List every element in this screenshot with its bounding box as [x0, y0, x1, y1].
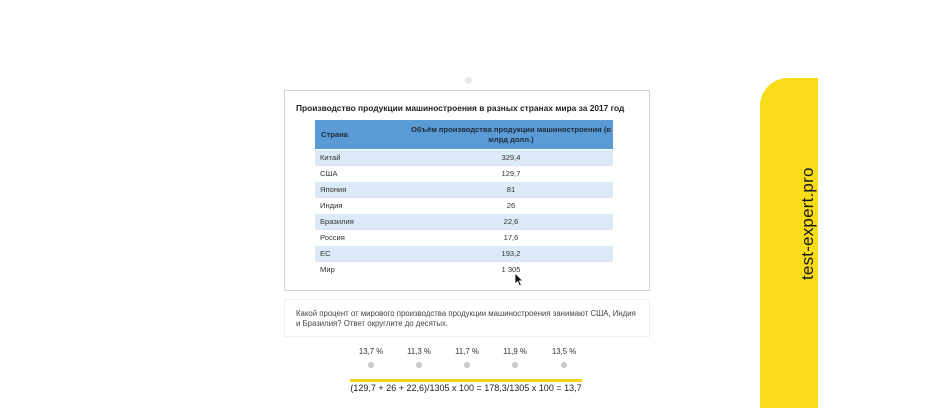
formula-highlight-bar	[350, 379, 582, 382]
cell-country: Россия	[315, 230, 409, 246]
table-row	[315, 262, 613, 278]
cell-value: 193,2	[409, 246, 613, 262]
cell-value: 17,6	[409, 230, 613, 246]
cell-value: 26	[409, 198, 613, 214]
answer-option[interactable]	[394, 347, 444, 368]
cell-value: 129,7	[409, 166, 613, 182]
header-volume: Объём производства продукции машиностроения (в млрд долл.)	[409, 120, 613, 150]
table-header-row	[315, 120, 613, 150]
cell-country: Китай	[315, 150, 409, 166]
mouse-cursor-icon	[514, 272, 524, 287]
table-row	[315, 246, 613, 262]
table-row	[315, 214, 613, 230]
slide-indicator-dot	[465, 77, 472, 84]
cell-country: США	[315, 166, 409, 182]
answer-option[interactable]	[490, 347, 540, 368]
cell-country: Япония	[315, 182, 409, 198]
cell-value: 22,6	[409, 214, 613, 230]
table-title: Производство продукции машиностроения в разных странах мира за 2017 год	[296, 103, 625, 113]
answer-option[interactable]	[442, 347, 492, 368]
table-row	[315, 166, 613, 182]
cell-country: Бразилия	[315, 214, 409, 230]
radio-button[interactable]	[512, 362, 518, 368]
answer-option-label: 13,7 %	[358, 347, 384, 356]
answer-option[interactable]	[539, 347, 589, 368]
answer-option-label: 11,9 %	[503, 347, 527, 356]
radio-button[interactable]	[416, 362, 422, 368]
cell-value: 1 305	[409, 262, 613, 278]
header-country: Страна	[315, 120, 409, 150]
production-table	[315, 120, 613, 277]
cell-value: 81	[409, 182, 613, 198]
question-text: Какой процент от мирового производства продукции машиностроения занимают США, Индия и Бразилия? Ответ округлите до десятых.	[296, 309, 636, 328]
table-row	[315, 230, 613, 246]
cell-value: 329,4	[409, 150, 613, 166]
brand-watermark: test-expert.pro	[798, 167, 817, 280]
table-row	[315, 182, 613, 198]
answer-option-label: 11,7 %	[455, 347, 479, 356]
answer-option[interactable]	[346, 347, 396, 368]
cell-country: Индия	[315, 198, 409, 214]
radio-button[interactable]	[561, 362, 567, 368]
question-card	[284, 299, 650, 337]
table-card	[284, 90, 650, 291]
solution-formula: (129,7 + 26 + 22,6)/1305 х 100 = 178,3/1305 х 100 = 13,7	[350, 383, 582, 393]
cell-country: Мир	[315, 262, 409, 278]
radio-button[interactable]	[368, 362, 374, 368]
cell-country: ЕС	[315, 246, 409, 262]
table-row	[315, 198, 613, 214]
answer-option-label: 11,3 %	[407, 347, 431, 356]
radio-button[interactable]	[464, 362, 470, 368]
answer-option-label: 13,5 %	[551, 347, 577, 356]
table-row	[315, 150, 613, 166]
